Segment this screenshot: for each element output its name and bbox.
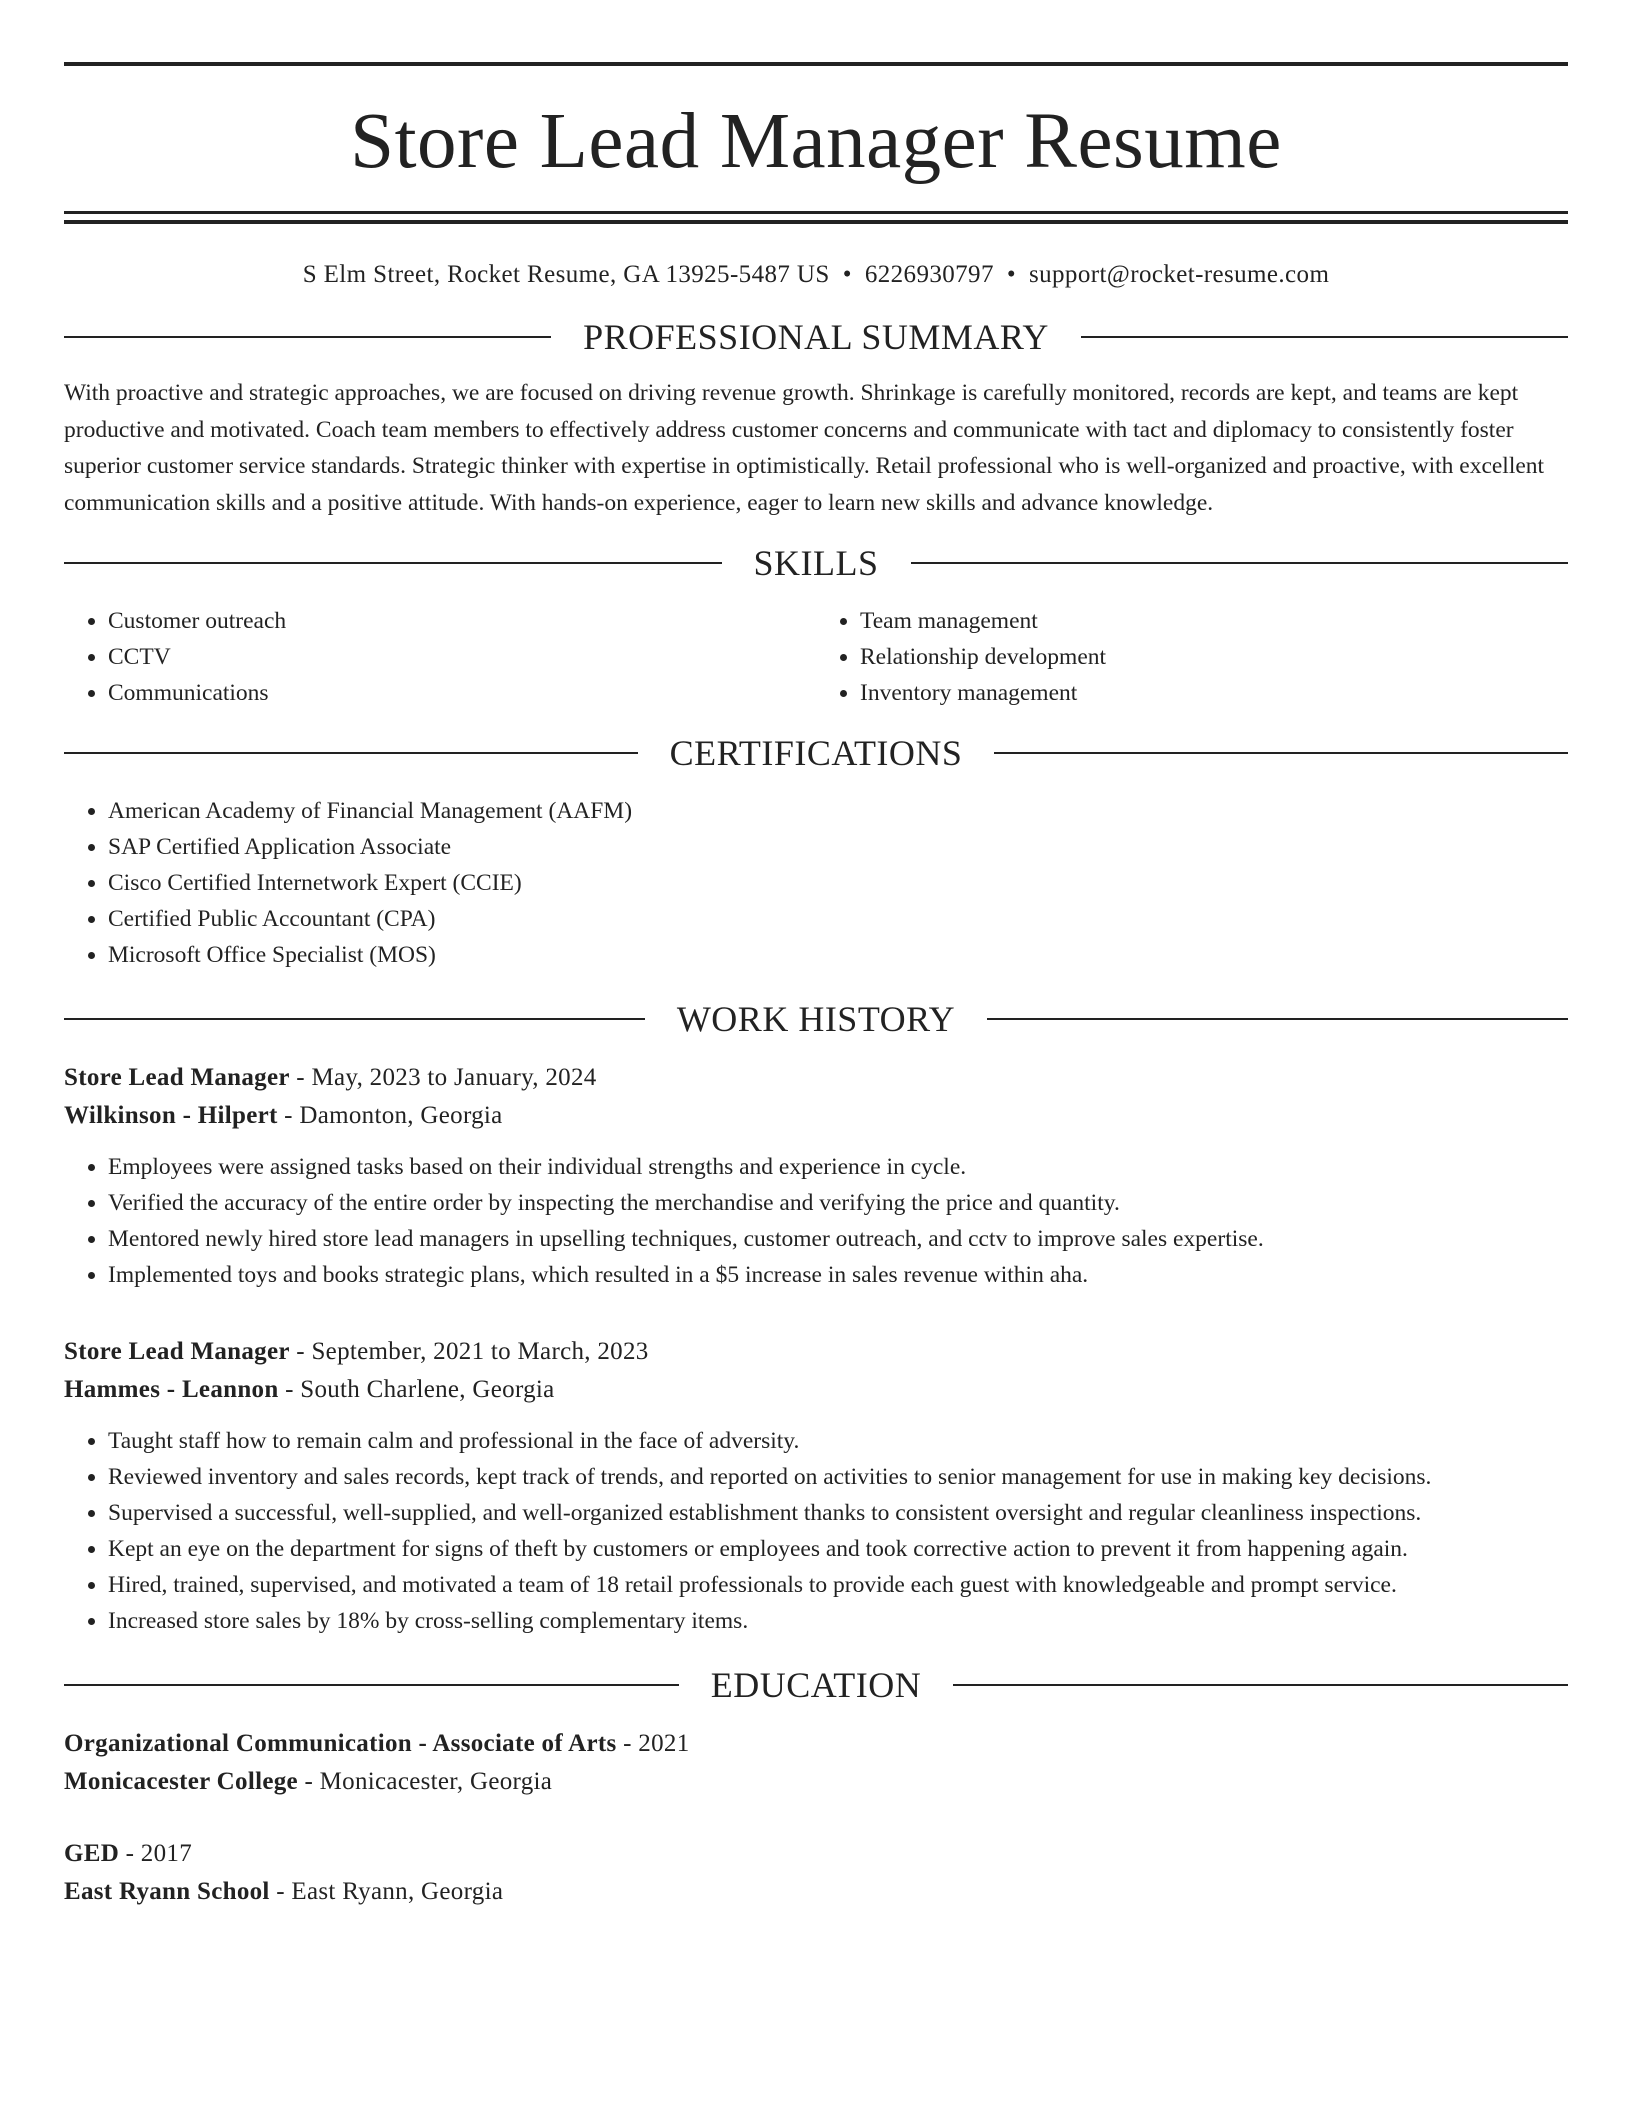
section-header-certifications: [64, 735, 1568, 771]
job-duty: • Reviewed inventory and sales records, kept track of trends, and reported on activities to senior management for use in making key decisions.: [108, 1459, 1568, 1495]
section-title: PROFESSIONAL SUMMARY: [583, 317, 1049, 357]
page-title: Store Lead Manager Resume: [350, 98, 1282, 185]
job-company: Hammes - Leannon: [64, 1376, 279, 1403]
education-school-line: [64, 1873, 1568, 1911]
job-title-line: [64, 1333, 1568, 1371]
job-duty: • Increased store sales by 18% by cross-selling complementary items.: [108, 1603, 1568, 1639]
skill-item: • Team management: [860, 603, 1568, 639]
job-location: - Damonton, Georgia: [277, 1102, 503, 1129]
education-entry: [64, 1725, 1568, 1801]
summary-text: With proactive and strategic approaches, we are focused on driving revenue growth. Shrinkage is carefully monitored, records are kept, and teams are kept productive and motivated. Coach team members to effectively address customer concerns and communicate with tact and diplomacy to consistently foster superior customer service standards. Strategic thinker with expertise in optimistically. Retail professional who is well-organized and proactive, with excellent communication skills and a positive attitude. With hands-on experience, eager to learn new skills and advance knowledge.: [64, 380, 1545, 516]
skills-column-right: [816, 603, 1568, 711]
section-rule-right: [911, 562, 1569, 564]
resume-page: [64, 0, 1568, 1911]
section-rule-right: [953, 1684, 1568, 1686]
certification-item: • American Academy of Financial Management (AAFM): [108, 793, 1568, 829]
job-duties-list: [64, 1423, 1568, 1639]
job-company: Wilkinson - Hilpert: [64, 1102, 278, 1129]
skill-item: • Relationship development: [860, 639, 1568, 675]
job-duty: • Supervised a successful, well-supplied, and well-organized establishment thanks to consistent oversight and regular cleanliness inspections.: [108, 1495, 1568, 1531]
job-entry: [64, 1333, 1568, 1639]
job-dates: - May, 2023 to January, 2024: [289, 1064, 597, 1091]
skill-item: • CCTV: [108, 639, 816, 675]
education-school: East Ryann School: [64, 1878, 270, 1905]
section-title: EDUCATION: [710, 1665, 922, 1705]
job-duty: • Implemented toys and books strategic plans, which resulted in a $5 increase in sales revenue within aha.: [108, 1257, 1568, 1293]
section-rule-left: [64, 1018, 645, 1020]
education-school: Monicacester College: [64, 1768, 298, 1795]
education-degree: Organizational Communication - Associate of Arts: [64, 1730, 617, 1757]
job-dates: - September, 2021 to March, 2023: [289, 1338, 649, 1365]
education-year: - 2017: [119, 1840, 193, 1867]
section-rule-right: [1081, 336, 1568, 338]
section-title: CERTIFICATIONS: [669, 733, 963, 773]
job-title-line: [64, 1059, 1568, 1097]
education-location: - Monicacester, Georgia: [297, 1768, 553, 1795]
skills-list: [64, 603, 1568, 711]
education-school-line: [64, 1763, 1568, 1801]
skills-column-left: [64, 603, 816, 711]
education-location: - East Ryann, Georgia: [269, 1878, 504, 1905]
certification-item: • Microsoft Office Specialist (MOS): [108, 937, 1568, 973]
job-duty: • Mentored newly hired store lead managers in upselling techniques, customer outreach, and cctv to improve sales expertise.: [108, 1221, 1568, 1257]
section-rule-right: [987, 1018, 1568, 1020]
certification-item: • SAP Certified Application Associate: [108, 829, 1568, 865]
top-rule: [64, 62, 1568, 66]
job-company-line: [64, 1371, 1568, 1409]
education-degree: GED: [64, 1840, 120, 1867]
contact-address: S Elm Street, Rocket Resume, GA 13925-5487 US: [302, 261, 830, 288]
job-company-line: [64, 1097, 1568, 1135]
job-duty: • Employees were assigned tasks based on their individual strengths and experience in cycle.: [108, 1149, 1568, 1185]
job-duty: • Taught staff how to remain calm and professional in the face of adversity.: [108, 1423, 1568, 1459]
skill-item: • Inventory management: [860, 675, 1568, 711]
section-header-summary: [64, 319, 1568, 355]
job-duty: • Verified the accuracy of the entire order by inspecting the merchandise and verifying the price and quantity.: [108, 1185, 1568, 1221]
contact-separator: •: [1006, 261, 1016, 288]
contact-separator: •: [842, 261, 852, 288]
certification-item: • Certified Public Accountant (CPA): [108, 901, 1568, 937]
education-year: - 2021: [616, 1730, 690, 1757]
job-location: - South Charlene, Georgia: [278, 1376, 555, 1403]
job-duty: • Hired, trained, supervised, and motivated a team of 18 retail professionals to provide each guest with knowledgeable and prompt service.: [108, 1567, 1568, 1603]
contact-email[interactable]: support@rocket-resume.com: [1029, 261, 1330, 288]
section-rule-left: [64, 562, 722, 564]
education-degree-line: [64, 1835, 1568, 1873]
section-rule-right: [994, 752, 1568, 754]
job-entry: [64, 1059, 1568, 1293]
certifications-list: [64, 793, 1568, 973]
section-rule-left: [64, 752, 638, 754]
job-title: Store Lead Manager: [64, 1338, 290, 1365]
section-rule-left: [64, 1684, 679, 1686]
section-rule-left: [64, 336, 551, 338]
job-duty: • Kept an eye on the department for signs of theft by customers or employees and took corrective action to prevent it from happening again.: [108, 1531, 1568, 1567]
skill-item: • Customer outreach: [108, 603, 816, 639]
education-entry: [64, 1835, 1568, 1911]
section-title: WORK HISTORY: [676, 999, 956, 1039]
job-duties-list: [64, 1149, 1568, 1293]
education-degree-line: [64, 1725, 1568, 1763]
skill-item: • Communications: [108, 675, 816, 711]
section-header-education: [64, 1667, 1568, 1703]
section-header-work-history: [64, 1001, 1568, 1037]
title-double-rule: [64, 211, 1568, 224]
job-title: Store Lead Manager: [64, 1064, 290, 1091]
contact-phone: 6226930797: [864, 261, 994, 288]
section-header-skills: [64, 545, 1568, 581]
contact-line: [64, 261, 1568, 289]
certification-item: • Cisco Certified Internetwork Expert (CCIE): [108, 865, 1568, 901]
section-title: SKILLS: [753, 543, 879, 583]
